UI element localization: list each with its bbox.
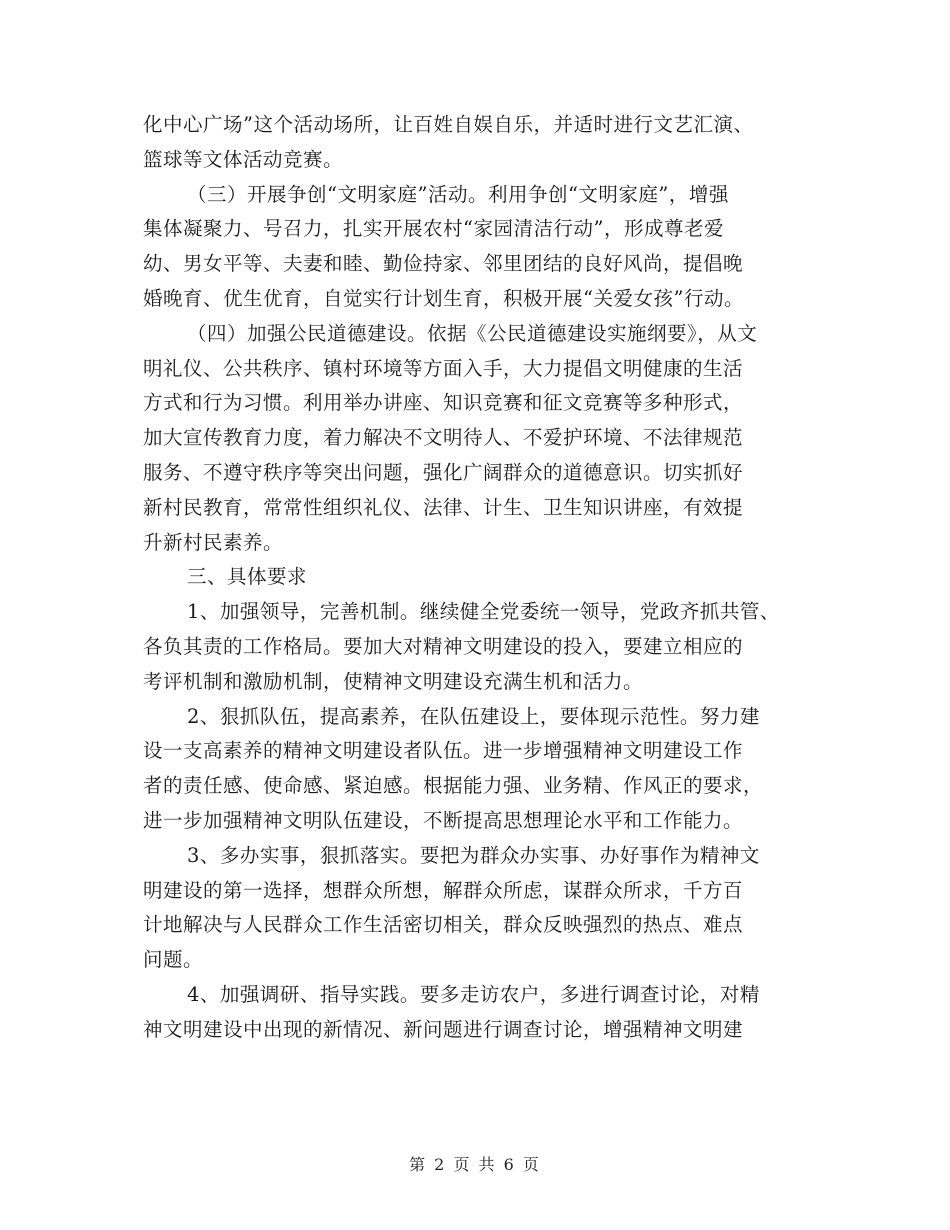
text-line: 3、多办实事，狠抓落实。要把为群众办实事、办好事作为精神文	[187, 843, 760, 867]
text-line: 明建设的第一选择，想群众所想，解群众所虑，谋群众所求，千方百	[143, 878, 744, 902]
text-line: 2、狠抓队伍，提高素养，在队伍建设上，要体现示范性。努力建	[187, 704, 760, 728]
page-number: 第 2 页 共 6 页	[409, 1155, 541, 1174]
text-line: 1、加强领导，完善机制。继续健全党委统一领导，党政齐抓共管、	[187, 600, 780, 624]
text-line: 计地解决与人民群众工作生活密切相关，群众反映强烈的热点、难点	[143, 913, 744, 937]
text-line: 考评机制和激励机制，使精神文明建设充满生机和活力。	[143, 669, 644, 693]
text-line: 篮球等文体活动竞赛。	[143, 147, 344, 171]
text-line: 化中心广场”这个活动场所，让百姓自娱自乐，并适时进行文艺汇演、	[143, 113, 754, 136]
text-line: 问题。	[143, 948, 204, 972]
text-line: 4、加强调研、指导实践。要多走访农户，多进行调查讨论，对精	[187, 982, 760, 1006]
text-line: 进一步加强精神文明队伍建设，不断提高思想理论水平和工作能力。	[143, 808, 744, 832]
body-text	[143, 108, 823, 1048]
text-line: 各负其责的工作格局。要加大对精神文明建设的投入，要建立相应的	[143, 634, 744, 658]
text-line: 升新村民素养。	[143, 530, 284, 554]
page-footer	[0, 1152, 950, 1175]
text-line: 集体凝聚力、号召力，扎实开展农村“家园清洁行动”，形成尊老爱	[143, 217, 724, 241]
text-line: 方式和行为习惯。利用举办讲座、知识竞赛和征文竞赛等多种形式，	[143, 391, 744, 415]
text-line: （四）加强公民道德建设。依据《公民道德建设实施纲要》，从文	[187, 321, 758, 345]
text-line: 婚晚育、优生优育，自觉实行计划生育，积极开展“关爱女孩”行动。	[143, 286, 744, 310]
text-line: 加大宣传教育力度，着力解决不文明待人、不爱护环境、不法律规范	[143, 426, 744, 450]
text-line: 新村民教育，常常性组织礼仪、法律、计生、卫生知识讲座，有效提	[143, 495, 744, 519]
section-heading: 三、具体要求	[187, 565, 308, 589]
text-line: 神文明建设中出现的新情况、新问题进行调查讨论，增强精神文明建	[143, 1017, 744, 1041]
text-line: 幼、男女平等、夫妻和睦、勤俭持家、邻里团结的良好风尚，提倡晚	[143, 252, 744, 276]
text-line: 者的责任感、使命感、紧迫感。根据能力强、业务精、作风正的要求，	[143, 774, 764, 798]
text-line: 服务、不遵守秩序等突出问题，强化广阔群众的道德意识。切实抓好	[143, 460, 744, 484]
text-line: （三）开展争创“文明家庭”活动。利用争创“文明家庭”，增强	[187, 182, 729, 206]
text-line: 明礼仪、公共秩序、镇村环境等方面入手，大力提倡文明健康的生活	[143, 356, 744, 380]
text-line: 设一支高素养的精神文明建设者队伍。进一步增强精神文明建设工作	[143, 739, 744, 763]
